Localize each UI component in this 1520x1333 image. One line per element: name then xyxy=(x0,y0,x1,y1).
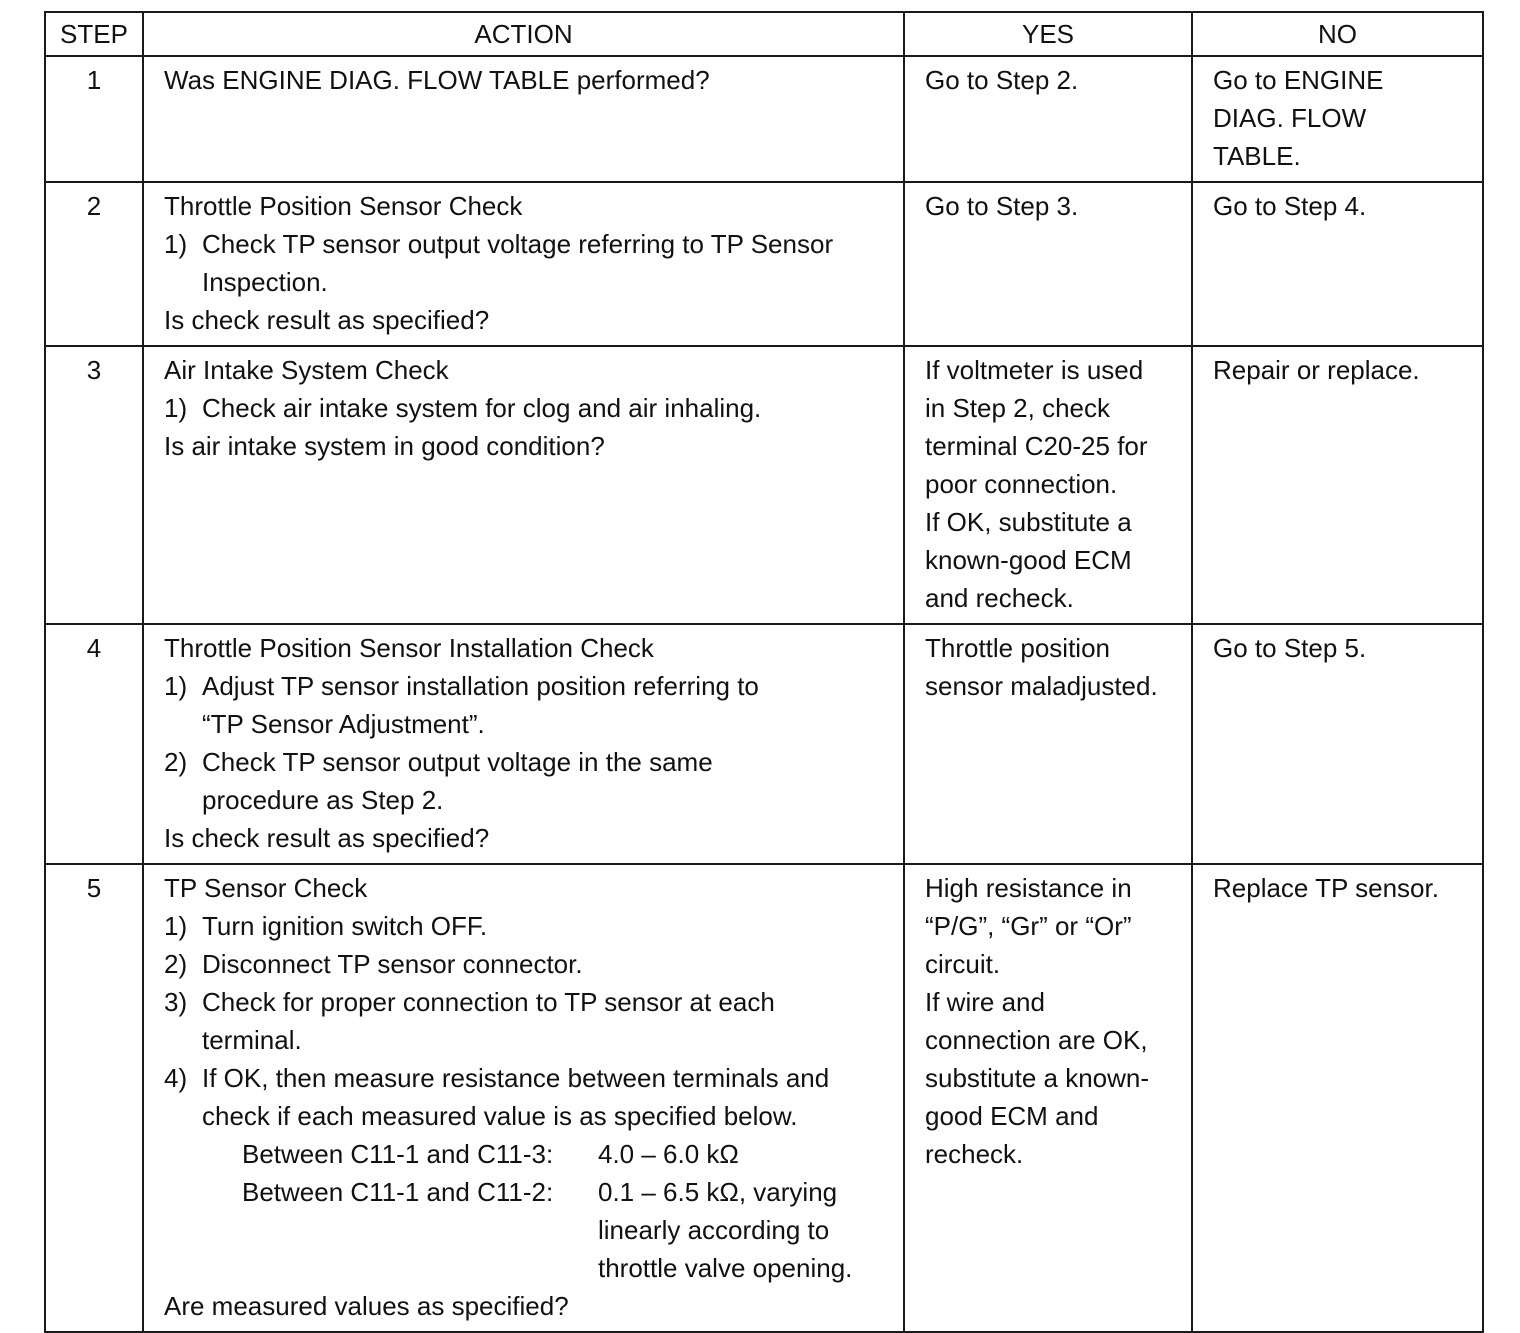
action-cell xyxy=(143,346,904,624)
item-text: “TP Sensor Adjustment”. xyxy=(202,709,485,739)
action-step-item xyxy=(164,1059,895,1135)
action-step-item xyxy=(164,945,895,983)
no-cell xyxy=(1192,56,1483,182)
item-number: 1) xyxy=(164,229,188,259)
yes-cell xyxy=(904,864,1192,1332)
item-text: Check TP sensor output voltage in the same xyxy=(202,747,713,777)
item-text: check if each measured value is as specified below. xyxy=(202,1101,798,1131)
action-step-item xyxy=(164,389,895,427)
step-number: 3 xyxy=(45,346,143,624)
item-text: procedure as Step 2. xyxy=(202,785,444,815)
item-text: Turn ignition switch OFF. xyxy=(202,911,488,941)
yes-text: in Step 2, check xyxy=(925,393,1110,423)
no-text: Go to Step 4. xyxy=(1213,191,1367,221)
action-title: TP Sensor Check xyxy=(164,873,368,903)
no-text: Go to ENGINE xyxy=(1213,65,1384,95)
yes-text: Go to Step 2. xyxy=(925,65,1079,95)
yes-text: circuit. xyxy=(925,949,1001,979)
yes-cell xyxy=(904,182,1192,346)
header-row xyxy=(45,12,1483,56)
spec-value: linearly according to xyxy=(598,1215,830,1245)
action-question: Is check result as specified? xyxy=(164,305,490,335)
no-cell xyxy=(1192,346,1483,624)
yes-text: connection are OK, xyxy=(925,1025,1148,1055)
no-text: Repair or replace. xyxy=(1213,355,1420,385)
item-text: Check TP sensor output voltage referring to TP Sensor xyxy=(202,229,834,259)
yes-text: Go to Step 3. xyxy=(925,191,1079,221)
header-step: STEP xyxy=(45,12,143,56)
action-step-item xyxy=(164,667,895,743)
yes-text: Throttle position xyxy=(925,633,1110,663)
step-number: 4 xyxy=(45,624,143,864)
item-text: Adjust TP sensor installation position referring to xyxy=(202,671,759,701)
yes-text: If voltmeter is used xyxy=(925,355,1144,385)
item-text: terminal. xyxy=(202,1025,302,1055)
spec-label: Between C11-1 and C11-2: xyxy=(242,1177,554,1207)
yes-text: substitute a known- xyxy=(925,1063,1150,1093)
no-cell xyxy=(1192,864,1483,1332)
item-number: 2) xyxy=(164,747,188,777)
yes-text: good ECM and xyxy=(925,1101,1099,1131)
table-row xyxy=(45,182,1483,346)
header-yes: YES xyxy=(904,12,1192,56)
spec-label: Between C11-1 and C11-3: xyxy=(242,1139,554,1169)
table-row xyxy=(45,864,1483,1332)
yes-cell xyxy=(904,346,1192,624)
action-title: Throttle Position Sensor Installation Check xyxy=(164,633,654,663)
no-cell xyxy=(1192,182,1483,346)
action-step-item xyxy=(164,743,895,819)
diagnostic-table xyxy=(44,11,1484,1333)
item-text: Inspection. xyxy=(202,267,328,297)
no-text: Replace TP sensor. xyxy=(1213,873,1439,903)
action-step-item xyxy=(164,907,895,945)
step-number: 1 xyxy=(45,56,143,182)
step-number: 5 xyxy=(45,864,143,1332)
header-no: NO xyxy=(1192,12,1483,56)
action-title: Was ENGINE DIAG. FLOW TABLE performed? xyxy=(164,65,710,95)
step-number: 2 xyxy=(45,182,143,346)
action-cell xyxy=(143,864,904,1332)
item-number: 4) xyxy=(164,1063,188,1093)
action-title: Throttle Position Sensor Check xyxy=(164,191,523,221)
spec-value: 4.0 – 6.0 kΩ xyxy=(598,1139,739,1169)
item-text: Disconnect TP sensor connector. xyxy=(202,949,583,979)
yes-text: “P/G”, “Gr” or “Or” xyxy=(925,911,1132,941)
action-step-item xyxy=(164,225,895,301)
item-text: Check for proper connection to TP sensor at each xyxy=(202,987,775,1017)
item-number: 1) xyxy=(164,393,188,423)
spec-row xyxy=(242,1173,895,1287)
yes-cell xyxy=(904,624,1192,864)
action-cell xyxy=(143,182,904,346)
table-row xyxy=(45,624,1483,864)
no-cell xyxy=(1192,624,1483,864)
item-number: 2) xyxy=(164,949,188,979)
item-number: 1) xyxy=(164,911,188,941)
action-cell xyxy=(143,56,904,182)
spec-value: 0.1 – 6.5 kΩ, varying xyxy=(598,1177,838,1207)
yes-text: If wire and xyxy=(925,987,1045,1017)
item-text: If OK, then measure resistance between terminals and xyxy=(202,1063,830,1093)
no-text: DIAG. FLOW xyxy=(1213,103,1367,133)
item-text: Check air intake system for clog and air inhaling. xyxy=(202,393,762,423)
no-text: TABLE. xyxy=(1213,141,1301,171)
yes-text: If OK, substitute a xyxy=(925,507,1132,537)
yes-text: known-good ECM xyxy=(925,545,1132,575)
spec-row xyxy=(242,1135,895,1173)
item-number: 1) xyxy=(164,671,188,701)
table-row xyxy=(45,56,1483,182)
table-row xyxy=(45,346,1483,624)
no-text: Go to Step 5. xyxy=(1213,633,1367,663)
yes-text: sensor maladjusted. xyxy=(925,671,1158,701)
action-step-item xyxy=(164,983,895,1059)
action-question: Are measured values as specified? xyxy=(164,1291,569,1321)
yes-text: poor connection. xyxy=(925,469,1118,499)
action-cell xyxy=(143,624,904,864)
action-question: Is air intake system in good condition? xyxy=(164,431,605,461)
yes-text: and recheck. xyxy=(925,583,1074,613)
yes-text: terminal C20-25 for xyxy=(925,431,1148,461)
spec-value: throttle valve opening. xyxy=(598,1253,853,1283)
header-action: ACTION xyxy=(143,12,904,56)
yes-text: High resistance in xyxy=(925,873,1132,903)
yes-text: recheck. xyxy=(925,1139,1024,1169)
yes-cell xyxy=(904,56,1192,182)
item-number: 3) xyxy=(164,987,188,1017)
action-title: Air Intake System Check xyxy=(164,355,449,385)
action-question: Is check result as specified? xyxy=(164,823,490,853)
